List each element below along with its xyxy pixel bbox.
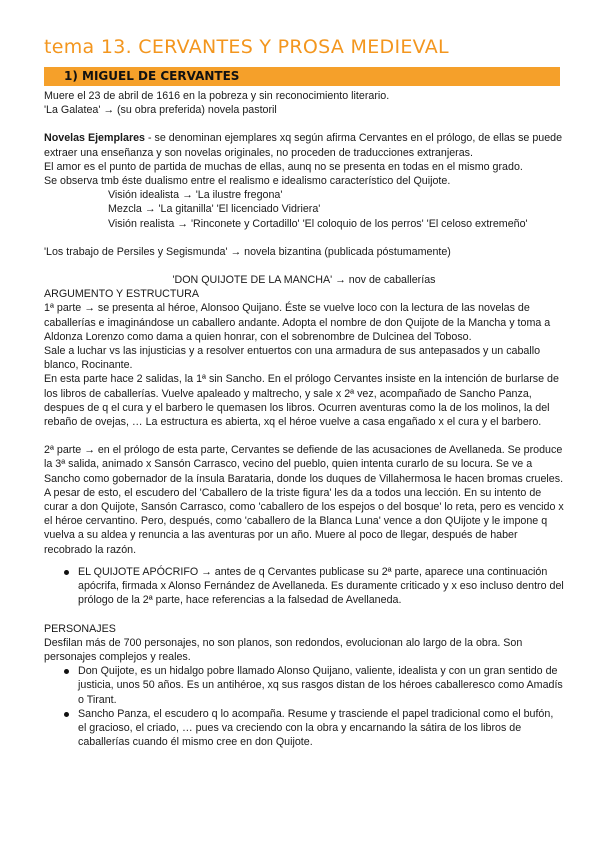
argumento-heading: ARGUMENTO Y ESTRUCTURA — [44, 288, 199, 301]
novelas-paragraph — [44, 131, 564, 159]
document-body — [44, 89, 564, 749]
novelas-heading: Novelas Ejemplares — [44, 132, 145, 145]
novelas-type-idealista: Visión idealista → 'La ilustre fregona' — [108, 189, 283, 202]
persiles-line: 'Los trabajo de Persiles y Segismunda' → novela bizantina (publicada póstumamente) — [44, 245, 451, 258]
parte1-luchar: Sale a luchar vs las injusticias y a resolver entuertos con una armadura de sus antepasados y un caballo blanco, Rocinante. — [44, 345, 541, 372]
page-title: tema 13. CERVANTES Y PROSA MEDIEVAL — [44, 36, 449, 58]
parte1-paragraph: 1ª parte → se presenta al héroe, Alonsoo Quijano. Éste se vuelve loco con la lectura de las novelas de caballerías e imaginándose un caballero andante. Adopta el nombre de don Quijote de la Mancha y toma a Aldonza Lorenzo como dama a quien honrar, con el sobrenombre de Dulcinea del Toboso. — [44, 302, 551, 343]
novelas-type-mezcla: Mezcla → 'La gitanilla' 'El licenciado Vidriera' — [108, 203, 321, 216]
novelas-type-realista: Visión realista → 'Rinconete y Cortadillo' 'El coloquio de los perros' 'El celoso extremeño' — [108, 217, 528, 230]
parte1-salidas: En esta parte hace 2 salidas, la 1ª sin Sancho. En el prólogo Cervantes insiste en la intención de burlarse de los libros de caballerías. Vuelve apaleado y maltrecho, y sale x 2ª vez, acompañado de Sancho Panza, despues de q el cura y el barbero le quemasen los libros. Ocurren aventuras como la de los molinos, la del rebaño de ovejas, … La estructura es abierta, xq el héroe vuelve a casa engañado x el cura y el barbero. — [44, 373, 559, 429]
novelas-text: - se denominan ejemplares xq según afirma Cervantes en el prólogo, de ellas se puede extraer una enseñanza y son novelas originales, no proceden de traducciones extranjeras. — [44, 132, 563, 159]
personajes-intro: Desfilan más de 700 personajes, no son planos, son redondos, evolucionan alo largo de la obra. Son personajes complejos y reales. — [44, 636, 523, 663]
quijote-heading: 'DON QUIJOTE DE LA MANCHA' → nov de caballerías — [172, 274, 436, 287]
personaje-item-sancho: Sancho Panza, el escudero q lo acompaña. Resume y trasciende el papel tradicional como el bufón, el gracioso, el criado, … pues va creciendo con la obra y encarnando la sátira de los libros de caballerías cuando él mismo cree en don Quijote. — [62, 707, 564, 750]
novelas-line-dualismo: Se observa tmb éste dualismo entre el realismo e idealismo característico del Quijote. — [44, 175, 451, 188]
parte2-paragraph: 2ª parte → en el prólogo de esta parte, Cervantes se defiende de las acusaciones de Avellaneda. Se produce la 3ª salida, animado x Sansón Carrasco, vecino del pueblo, quien intenta curarlo de su locura. Se ve a Sancho como gobernador de la ínsula Barataria, donde los duques de Villahermosa le hacen bromas crueles. A pesar de esto, el escudero del 'Caballero de la triste figura' les da a todos una lección. En su intento de curar a don Quijote, Sansón Carrasco, como 'caballero de los espejos o del bosque' lo reta, pero es vencido x el héroe cervantino. Pero, después, como 'caballero de la Blanca Luna' vence a don QUijote y le impone q vuelva a su aldea y renuncia a las aventuras por un año. Muere al poco de llegar, después de haber recobrado la razón. — [44, 444, 564, 556]
apocrifo-item: EL QUIJOTE APÓCRIFO → antes de q Cervantes publicase su 2ª parte, aparece una continuación apócrifa, firmada x Alonso Fernández de Avellaneda. Es duramente criticado y x eso incluso dentro del prólogo de la 2ª parte, hace referencias a la falsedad de Avellaneda. — [62, 565, 564, 608]
section-heading-cervantes: 1) MIGUEL DE CERVANTES — [44, 67, 560, 86]
personajes-list — [44, 664, 564, 749]
personaje-item-quijote: Don Quijote, es un hidalgo pobre llamado Alonso Quijano, valiente, idealista y con un gran sentido de justicia, unos 50 años. Es un antihéroe, xq sus rasgos distan de los héroes caballeresco como Amadís o Tirant. — [62, 664, 564, 707]
novelas-line-amor: El amor es el punto de partida de muchas de ellas, aunq no se presenta en todas en el mismo grado. — [44, 160, 523, 173]
intro-line-death: Muere el 23 de abril de 1616 en la pobreza y sin reconocimiento literario. — [44, 90, 390, 102]
intro-line-galatea: 'La Galatea' → (su obra preferida) novela pastoril — [44, 104, 277, 117]
personajes-heading: PERSONAJES — [44, 622, 116, 635]
apocrifo-list — [44, 565, 564, 608]
